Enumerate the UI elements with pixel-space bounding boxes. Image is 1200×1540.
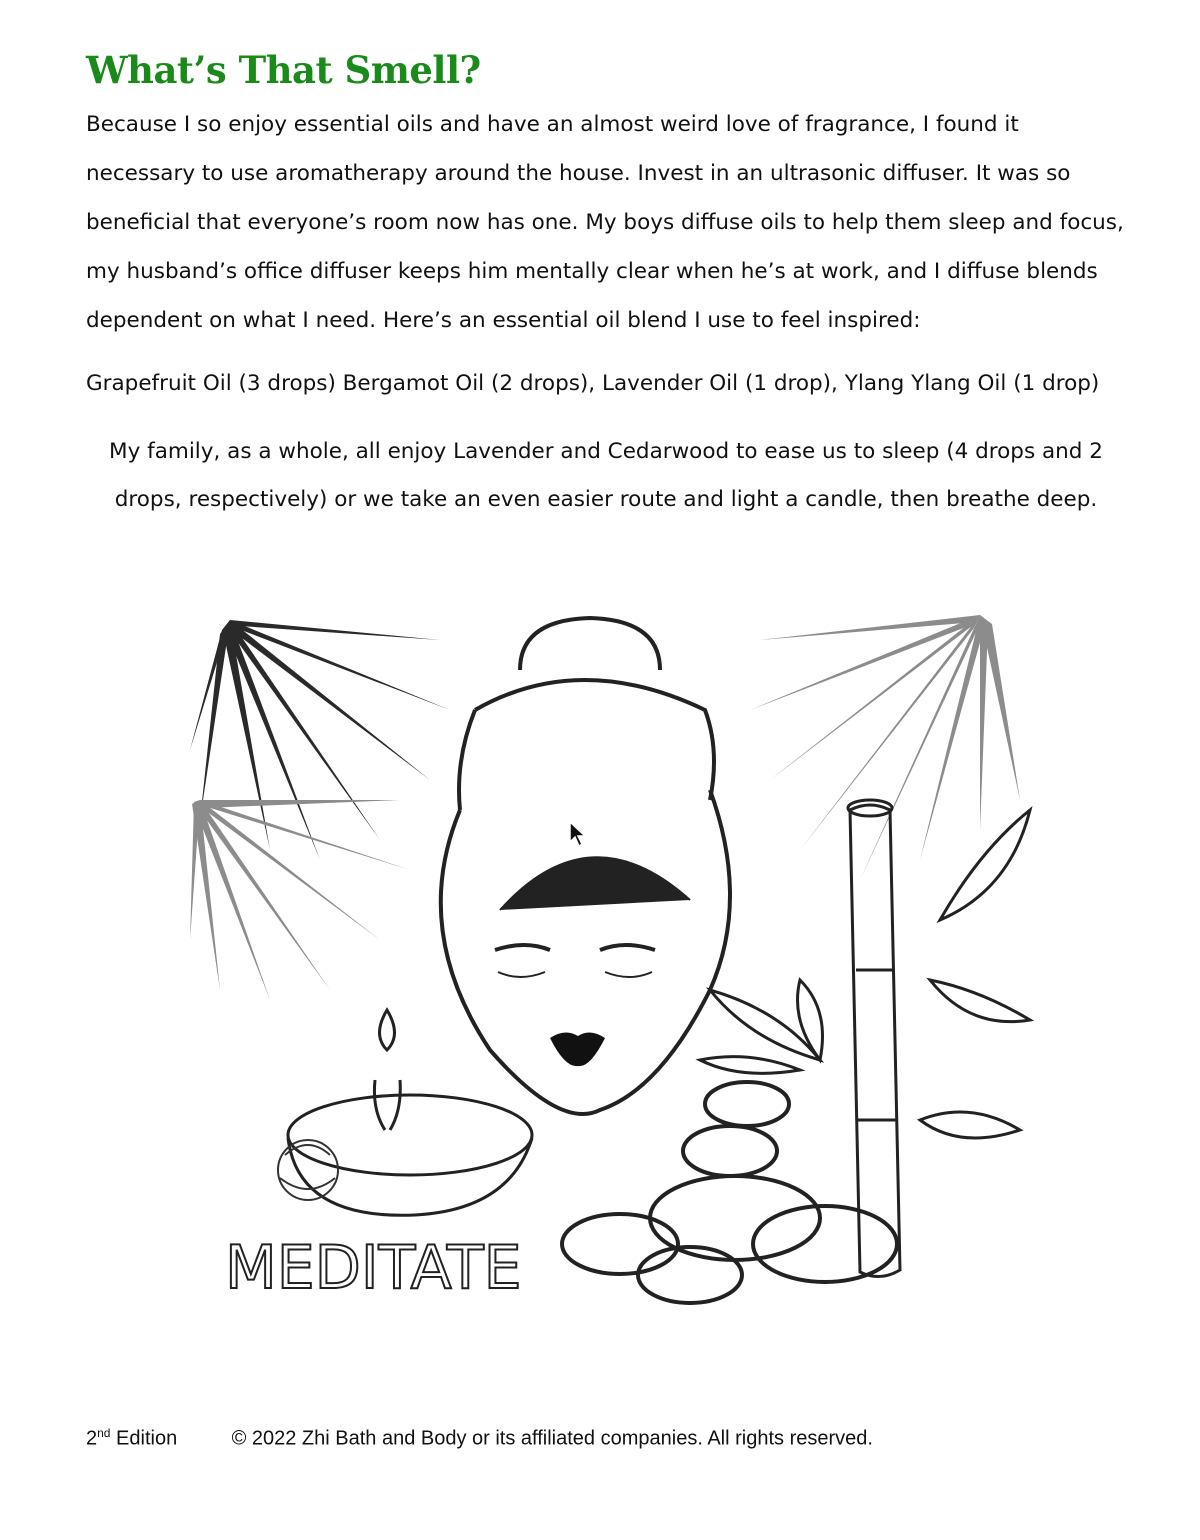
blend-line: Grapefruit Oil (3 drops) Bergamot Oil (2 drops), Lavender Oil (1 drop), Ylang Ylang Oil (1 drop) [86,371,1100,396]
bamboo-leaves [700,810,1030,1138]
footer [86,1426,1146,1451]
family-paragraph: My family, as a whole, all enjoy Lavender and Cedarwood to ease us to sleep (4 drops and 2 drops, respectively) or we take an even easier route and light a candle, then breathe deep. [109,439,1103,512]
meditate-text: MEDITATE [225,1233,522,1303]
intro-paragraph: Because I so enjoy essential oils and have an almost weird love of fragrance, I found it necessary to use aromatherapy around the house. Invest in an ultrasonic diffuser. It was so beneficial that everyone’s room now has one. My boys diffuse oils to help them sleep and focus, my husband’s office diffuser keeps him mentally clear when he’s at work, and I diffuse blends dependent on what I need. Here’s an essential oil blend I use to feel inspired: [86,112,1124,333]
meditation-illustration [180,610,1040,1330]
edition-label: 2nd Edition [86,1426,178,1450]
palm-leaves-right [750,615,1020,880]
copyright-text: © 2022 Zhi Bath and Body or its affiliated companies. All rights reserved. [231,1427,873,1450]
lips [550,1032,605,1066]
palm-leaves-left-lower [190,800,410,1000]
mouse-cursor-icon [568,820,588,848]
page-title: What’s That Smell? [86,48,481,92]
hibiscus-flower [278,1140,338,1200]
stones [562,1082,897,1303]
bamboo-stalk [848,800,900,1277]
